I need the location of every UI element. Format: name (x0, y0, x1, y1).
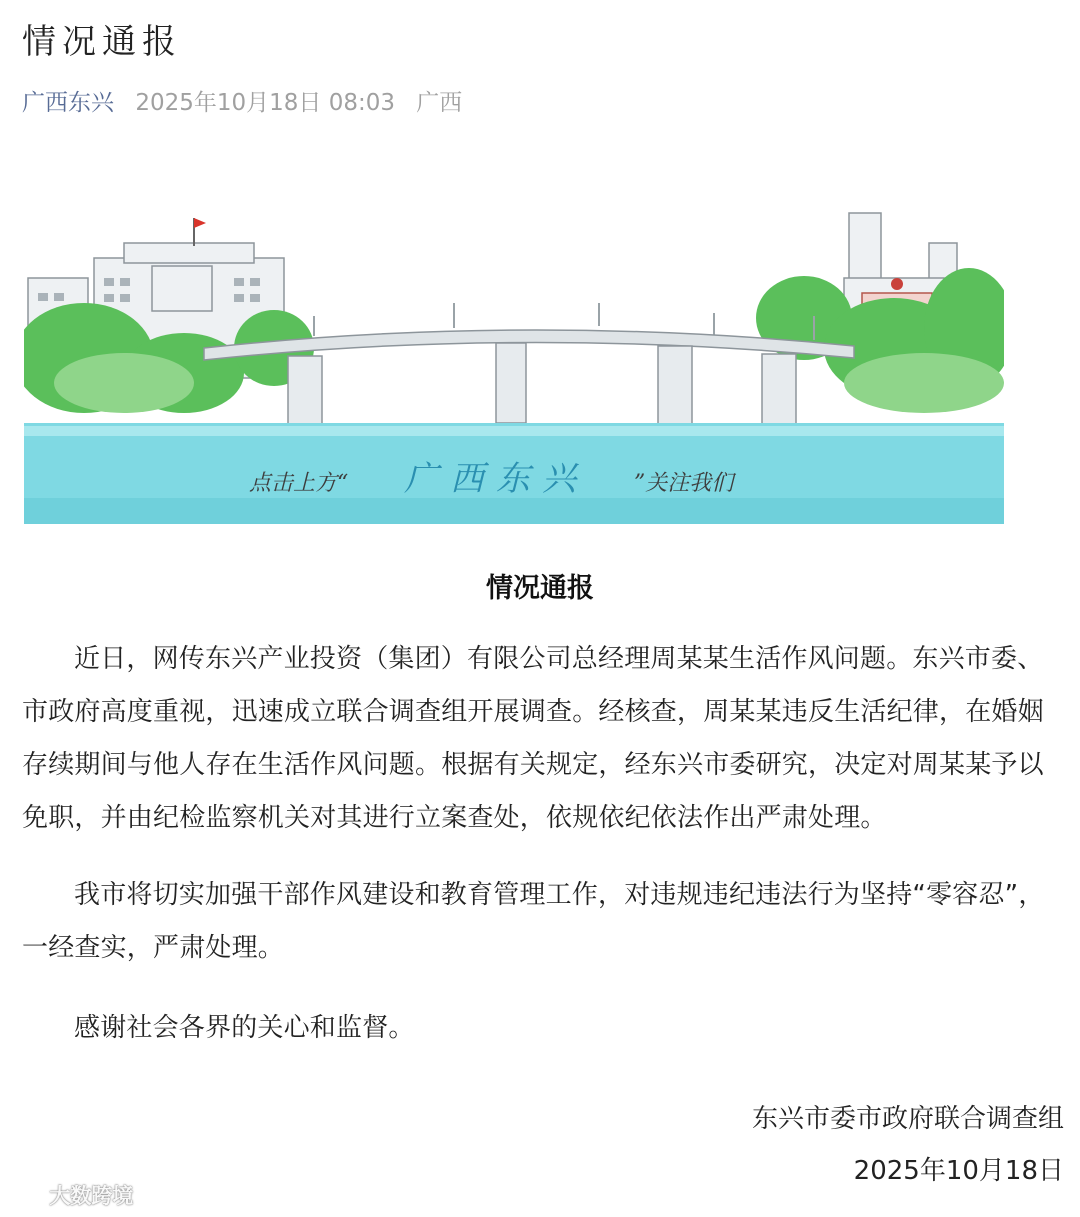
notice-paragraph: 近日，网传东兴产业投资（集团）有限公司总经理周某某生活作风问题。东兴市委、市政府高度重视，迅速成立联合调查组开展调查。经核查，周某某违反生活纪律，在婚姻存续期间与他人存在生活作风问题。根据有关规定，经东兴市委研究，决定对周某某予以免职，并由纪检监察机关对其进行立案查处，依规依纪依法作出严肃处理。 (22, 644, 1044, 833)
follow-name-text: 广西东兴 (404, 459, 588, 499)
publish-time: 2025年10月18日 08:03 (135, 90, 395, 116)
signature-organization: 东兴市委市政府联合调查组 (751, 1104, 1064, 1134)
watermark (8, 1180, 133, 1210)
article-meta (22, 84, 462, 117)
notice-paragraph: 我市将切实加强干部作风建设和教育管理工作，对违规违纪违法行为坚持“零容忍”，一经查实，严肃处理。 (22, 880, 1045, 963)
follow-suffix-text: ”关注我们 (634, 471, 734, 496)
bridge-illustration-icon (24, 198, 1004, 524)
follow-prefix-text: 点击上方“ (249, 471, 349, 496)
account-name-link[interactable]: 广西东兴 (22, 90, 114, 116)
signature-date: 2025年10月18日 (853, 1156, 1064, 1186)
watermark-logo-icon (8, 1186, 38, 1206)
notice-paragraph: 感谢社会各界的关心和监督。 (74, 1013, 415, 1043)
follow-banner-image[interactable] (24, 198, 1004, 524)
article-title: 情况通报 (22, 22, 182, 62)
publish-location: 广西 (416, 90, 463, 116)
notice-heading: 情况通报 (486, 573, 594, 604)
watermark-text: 大数跨境 (49, 1184, 134, 1208)
